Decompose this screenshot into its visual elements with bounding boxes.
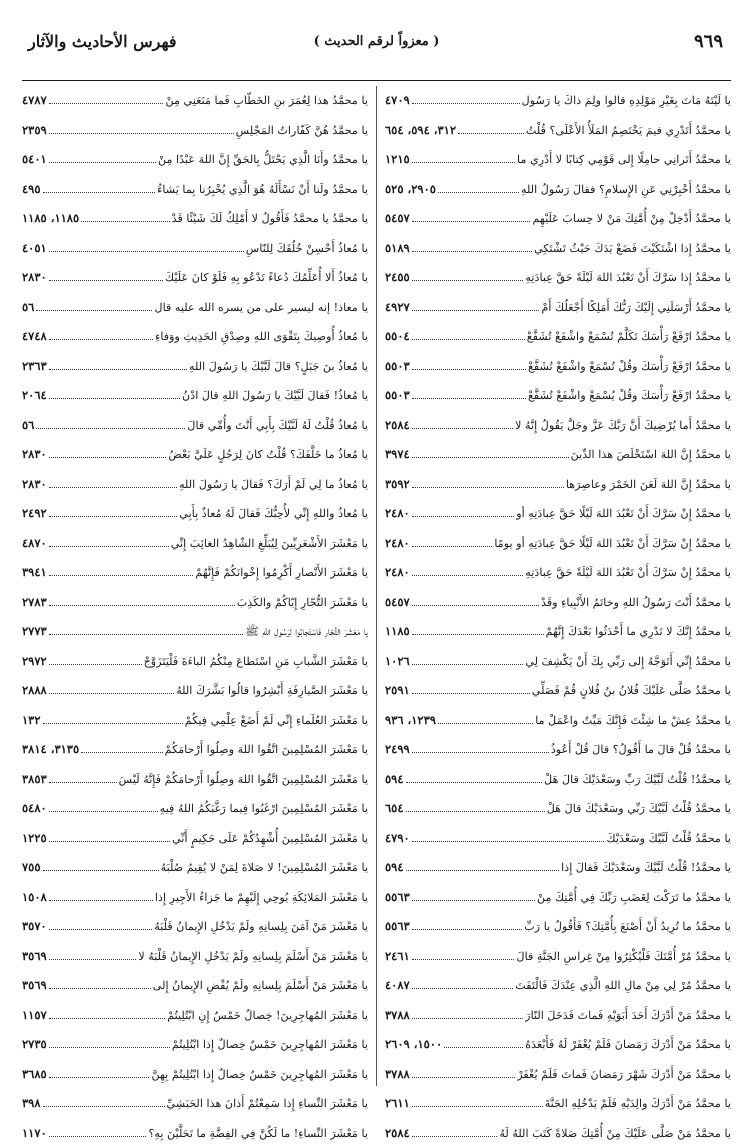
entry-reference: ٢٧٨٣ xyxy=(22,588,47,618)
leader-dots xyxy=(412,605,539,606)
index-entry xyxy=(22,293,368,323)
entry-text: يا محمَّدُ وأَنَا الَّذِي يَحْتَلُّ بِالحَقِّ إِنَّ اللهَ عَبْدًا مِنْ xyxy=(158,145,368,175)
leader-dots xyxy=(412,369,526,370)
entry-reference: ١٥٠٨ xyxy=(22,883,47,913)
entry-text: يا محمَّدُ أَتَدْرِي فيمَ يَخْتَصِمُ المَلَأُ الأَعْلَى؟ قُلْتُ xyxy=(526,116,731,146)
entry-reference: ١١٨٥، ١١٨٥ xyxy=(22,204,79,234)
index-entry xyxy=(22,676,368,706)
page-number: ٩٦٩ xyxy=(694,28,723,56)
index-entry xyxy=(385,322,731,352)
leader-dots xyxy=(406,782,543,783)
entry-text: يا مَعْشَرَ المُسْلِمِينَ أُشْهِدُكُمْ عَلَى حَكِيمٍ أَنِّي xyxy=(172,824,368,854)
leader-dots xyxy=(49,516,178,517)
entry-text: يا مَعْشَرَ المُسْلِمِينَ ارْغَبُوا فِيما رَغَّبَكُمُ اللهُ فِيهِ xyxy=(160,794,368,824)
leader-dots xyxy=(36,428,185,429)
leader-dots xyxy=(49,841,170,842)
index-entry xyxy=(22,175,368,205)
entry-text: يا محمَّدُ ارْفَعْ رَأْسَكَ وقُلْ تُسْمَعْ واشْفَعْ تُشَفَّعْ xyxy=(528,352,731,382)
leader-dots xyxy=(49,251,244,252)
entry-text: يا محمَّدُ ارْفَعْ رَأْسَكَ وقُلْ يُسْمَعْ واشْفَعْ تُشَفَّعْ xyxy=(528,381,731,411)
index-entry xyxy=(385,116,731,146)
index-entry xyxy=(385,676,731,706)
left-column xyxy=(22,86,368,1148)
leader-dots xyxy=(412,310,540,311)
entry-reference: ٢٤٨٠ xyxy=(385,529,410,559)
leader-dots xyxy=(43,870,159,871)
entry-reference: ٢٨٣٠ xyxy=(22,470,47,500)
entry-reference: ٧٥٥ xyxy=(22,853,41,883)
entry-text: يا محمَّدُ مُرْ لِي مِنْ مالِ اللهِ الَّذِي عِنْدَكَ فَالْتَفَتَ xyxy=(515,971,731,1001)
leader-dots xyxy=(412,251,532,252)
index-entry xyxy=(385,735,731,765)
leader-dots xyxy=(49,1136,147,1137)
entry-reference: ٤٧٤٨ xyxy=(22,322,47,352)
leader-dots xyxy=(406,870,560,871)
entry-reference: ٤٧٠٩ xyxy=(385,86,410,116)
index-entry xyxy=(22,411,368,441)
leader-dots xyxy=(49,929,153,930)
entry-reference: ٤٧٩٠ xyxy=(385,824,410,854)
leader-dots xyxy=(444,1047,523,1048)
entry-text: يا محمَّدُ مَنْ أَدْرَكَ رَمَضانَ فَلَمْ يُغْفَرْ لَهُ فَأَبْعَدَهُ xyxy=(525,1030,731,1060)
leader-dots xyxy=(412,1077,516,1078)
entry-text: يا مُعاذُ قُلْتُ لَهُ لَبَّيْكَ بِأَبِي أَنْتَ وأُمِّي قالَ xyxy=(187,411,368,441)
leader-dots xyxy=(412,457,569,458)
leader-dots xyxy=(412,280,524,281)
entry-text: يا مُعاذُ واللهِ إِنِّي لأُحِبُّكَ فَقالَ لَهُ مُعاذٌ بِأَبِي xyxy=(179,499,368,529)
index-entry xyxy=(385,263,731,293)
index-entry xyxy=(385,1060,731,1090)
index-entry xyxy=(385,1030,731,1060)
index-entry xyxy=(22,116,368,146)
entry-reference: ٢٩٠٥، ٥٢٥ xyxy=(385,175,436,205)
entry-text: يا مَعْشَرَ المُهاجِرِينَ خَمْسٌ خِصالٌ إِذا ابْتُلِيتُمْ xyxy=(172,1030,368,1060)
index-entry xyxy=(385,912,731,942)
index-entry xyxy=(22,145,368,175)
entry-reference: ٣٥٦٩ xyxy=(22,942,47,972)
entry-text: يا محمَّدُ ارْفَعْ رَأْسَكَ تَكَلَّمْ تُسْمَعْ واشْفَعْ تُشَفَّعْ xyxy=(527,322,731,352)
entry-text: يا محمَّدُ أَدْخِلْ مِنْ أُمَّتِكَ مَنْ لا حِسابَ عَلَيْهِم xyxy=(532,204,731,234)
entry-reference: ٣٨٥٣ xyxy=(22,765,47,795)
index-entry xyxy=(385,647,731,677)
entry-reference: ٤٩٢٧ xyxy=(385,293,410,323)
leader-dots xyxy=(49,1047,170,1048)
entry-text: يا محمَّدُ إِنِّي أَتَوَجَّهُ إِلى رَبِّي بِكَ أَنْ يَكْشِفَ لِي xyxy=(525,647,731,677)
leader-dots xyxy=(49,988,151,989)
leader-dots xyxy=(412,900,535,901)
entry-text: يا محمَّدُ! قُلْتُ لَبَّيْكَ وسَعْدَيْكَ فَقالَ إِذا xyxy=(561,853,731,883)
entry-text: يا محمَّدُ إِذا سَرَّكَ أَنْ تَعْبُدَ اللهَ لَيْلَةً حَقَّ عِبادَتِهِ xyxy=(525,263,731,293)
entry-text: يا مَعْشَرَ النِّساءِ! ما لَكُنَّ فِي الفِضَّةِ ما تَحَلَّيْنَ بِهِ؟ xyxy=(148,1119,368,1148)
entry-text: يا مَعْشَرَ الأَنْصارِ أَكْرِمُوا إِخْوانَكُمْ فَإِنَّهُمْ xyxy=(195,558,368,588)
entry-text: يا محمَّدُ ما تُرِيدُ أَنْ أَصْنَعَ بِأُمَّتِكَ؟ فَأَقُولُ يا رَبِّ xyxy=(524,912,731,942)
leader-dots xyxy=(49,605,235,606)
leader-dots xyxy=(36,310,152,311)
entry-text: يا محمَّدُ إِنَّ اللهَ اسْتَخْلَصَ هذا الدِّينَ xyxy=(571,440,731,470)
header-rule xyxy=(22,80,731,81)
index-entry xyxy=(22,352,368,382)
entry-reference: ١٠٢٦ xyxy=(385,647,410,677)
leader-dots xyxy=(49,664,142,665)
index-entry xyxy=(385,499,731,529)
entry-reference: ٥٦ xyxy=(22,293,34,323)
entry-reference: ٢٧٧٣ xyxy=(22,617,47,647)
entry-reference: ٢٧٣٥ xyxy=(22,1030,47,1060)
index-entry xyxy=(22,1030,368,1060)
leader-dots xyxy=(412,988,514,989)
leader-dots xyxy=(49,339,153,340)
leader-dots xyxy=(412,693,530,694)
entry-reference: ١٢١٥ xyxy=(385,145,410,175)
entry-reference: ٣٩٧٤ xyxy=(385,440,410,470)
entry-reference: ٣٩٤١ xyxy=(22,558,47,588)
page-header xyxy=(22,28,731,58)
entry-text: يا مَعْشَرَ النِّساءِ إِذا سَمِعْتُمْ أَذانَ هذا الحَبَشِيِّ xyxy=(167,1089,368,1119)
index-entry xyxy=(385,942,731,972)
entry-reference: ٢٩٧٢ xyxy=(22,647,47,677)
index-entry xyxy=(22,706,368,736)
index-entry xyxy=(22,381,368,411)
entry-text: يا محمَّدُ أَخْبِرْنِي عَنِ الإِسلامِ؟ فقالَ رَسُولُ اللهِ xyxy=(521,175,731,205)
leader-dots xyxy=(412,959,515,960)
entry-reference: ٣٩٨ xyxy=(22,1089,41,1119)
entry-reference: ٣٦٨٥ xyxy=(22,1060,47,1090)
entry-reference: ١١٧٠ xyxy=(22,1119,47,1148)
entry-reference: ٢٦١١ xyxy=(385,1089,410,1119)
leader-dots xyxy=(49,103,164,104)
index-entry xyxy=(22,322,368,352)
entry-text: يا محمَّدُ ولَنا أَنْ نَسْأَلَهُ هُوَ الَّذِي يُخْبِرُنا بِما يَشاءُ xyxy=(157,175,368,205)
leader-dots xyxy=(412,1018,523,1019)
entry-text: يا محمَّدُ مَنْ أَدْرَكَ شَهْرَ رَمَضانَ فَماتَ فَلَمْ يُغْفَرْ xyxy=(517,1060,731,1090)
entry-text: يا معاذ! إنه ليسير على من يسره الله عليه قال xyxy=(154,293,368,323)
entry-text: يا مَعْشَرَ العُلَماءِ إِنِّي لَمْ أَضَعْ عِلْمِي فِيكُمْ xyxy=(185,706,368,736)
leader-dots xyxy=(412,103,520,104)
index-entry xyxy=(385,706,731,736)
index-entry xyxy=(385,234,731,264)
index-entry xyxy=(22,617,368,647)
entry-reference: ٣٥٧٠ xyxy=(22,912,47,942)
leader-dots xyxy=(49,162,156,163)
entry-reference: ٢٤٩٢ xyxy=(22,499,47,529)
entry-text: يا مَعْشَرَ المُسْلِمِينَ اتَّقُوا اللهَ وصِلُوا أَرْحامَكُمْ xyxy=(165,735,368,765)
leader-dots xyxy=(49,457,167,458)
index-entry xyxy=(385,175,731,205)
entry-reference: ٢٤٨٠ xyxy=(385,499,410,529)
entry-reference: ١١٥٧ xyxy=(22,1001,47,1031)
leader-dots xyxy=(43,1106,165,1107)
index-entry xyxy=(22,1001,368,1031)
index-entry xyxy=(385,1119,731,1148)
leader-dots xyxy=(412,664,524,665)
index-entry xyxy=(385,853,731,883)
entry-reference: ٤٠٥١ xyxy=(22,234,47,264)
leader-dots xyxy=(49,369,187,370)
index-entry xyxy=(385,1001,731,1031)
entry-text: يا محمَّدُ مَنْ صَلَّى عَلَيْكَ مِنْ أُمَّتِكَ صَلاةً كَتَبَ اللهُ لَهُ xyxy=(499,1119,731,1148)
leader-dots xyxy=(438,723,533,724)
index-entry xyxy=(22,1119,368,1148)
entry-text: يا محمَّدُ أَرْسَلَنِي إِلَيْكَ رَبُّكَ أَمَلِكًا أَجْعَلُكَ أَمْ xyxy=(541,293,731,323)
entry-text: يا محمَّدُ إِنْ سَرَّكَ أَنْ تَعْبُدَ اللهَ لَيْلًا حَقَّ عِبادَتِهِ أو يومًا xyxy=(494,529,731,559)
entry-text: يا محمَّدُ مَنْ أَدْرَكَ أَحَدَ أَبَوَيْهِ فَماتَ فَدَخَلَ النّارَ xyxy=(525,1001,731,1031)
entry-reference: ٣٧٨٨ xyxy=(385,1001,410,1031)
entry-reference: ٥٤٠١ xyxy=(22,145,47,175)
entry-text: يا مَعْشَرَ المُسْلِمِينَ! لا صَلاةَ لِمَنْ لا يُقِيمُ صُلْبَهُ xyxy=(161,853,368,883)
leader-dots xyxy=(412,339,525,340)
entry-text: يا مَعْشَرَ مَنْ آمَنَ بِلِسانِهِ ولَمْ يَدْخُلِ الإِيمانُ قَلْبَهُ xyxy=(154,912,368,942)
leader-dots xyxy=(49,811,158,812)
leader-dots xyxy=(49,487,177,488)
entry-reference: ٥٤٥٧ xyxy=(385,588,410,618)
entry-text: يا محمَّدُ إِذا اشْتَكَيْتَ فَضَعْ يَدَكَ حَيْثُ تَشْتَكِي xyxy=(534,234,731,264)
leader-dots xyxy=(438,192,519,193)
leader-dots xyxy=(412,162,515,163)
leader-dots xyxy=(49,959,137,960)
entry-text: يا مَعْشَرَ مَنْ أَسْلَمَ بِلِسانِهِ ولَمْ يُفْضِ الإِيمانُ إِلى xyxy=(153,971,368,1001)
entry-reference: ٣١٢، ٥٩٤، ٦٥٤ xyxy=(385,116,456,146)
entry-reference: ٥٦ xyxy=(22,411,34,441)
entry-reference: ٦٥٤ xyxy=(385,794,404,824)
entry-reference: ١١٨٥ xyxy=(385,617,410,647)
index-entry xyxy=(385,588,731,618)
entry-text: يا مَعْشَرَ التُّجّارِ فَاسْتَجابُوا لِرَسُولِ اللهِ ﷺ xyxy=(245,617,368,647)
leader-dots xyxy=(412,634,544,635)
leader-dots xyxy=(406,811,545,812)
entry-reference: ٢٥٩١ xyxy=(385,676,410,706)
index-entry xyxy=(22,470,368,500)
header-subtitle: ( معزواً لرقم الحديث ) xyxy=(22,28,731,56)
entry-reference: ٢٣٦٣ xyxy=(22,352,47,382)
entry-text: يا مُعاذُ بنَ جَبَلٍ؟ قالَ لَبَّيْكَ يا رَسُولَ اللهِ xyxy=(189,352,368,382)
entry-text: يا محمَّدُ أَتَرانِي حامِلًا إِلى قَوْمِي كِتابًا لا أَدْرِي ما xyxy=(517,145,731,175)
index-entry xyxy=(22,824,368,854)
entry-text: يا محمَّدُ أَنْتَ رَسُولُ اللهِ وخاتَمُ الأَنْبِياءِ وقَدْ xyxy=(541,588,731,618)
leader-dots xyxy=(412,398,526,399)
entry-reference: ٣٥٩٢ xyxy=(385,470,410,500)
entry-text: يا مُعاذُ ما لِي لَمْ أَرَكَ؟ فَقالَ يا رَسُولَ اللهِ xyxy=(179,470,368,500)
book-title: فهرس الأحاديث والآثار xyxy=(28,28,177,56)
entry-reference: ٥٤٨٠ xyxy=(22,794,47,824)
entry-text: يا محمَّدُ ما تَرَكْتَ لِغَضَبِ رَبِّكَ فِي أُمَّتِكَ مِنْ xyxy=(537,883,731,913)
index-entry xyxy=(385,440,731,470)
entry-text: يا مَعْشَرَ الشَّبابِ مَنِ اسْتَطاعَ مِنْكُمُ الباءَةَ فَلْيَتَزَوَّجْ xyxy=(144,647,368,677)
index-entry xyxy=(22,263,368,293)
entry-reference: ٥٤٥٧ xyxy=(385,204,410,234)
leader-dots xyxy=(43,192,156,193)
index-entry xyxy=(385,824,731,854)
entry-text: يا لَيْتَهُ مَاتَ بِغَيْرِ مَوْلِدِهِ قالوا ولِمَ ذاكَ يا رَسُول xyxy=(522,86,731,116)
entry-text: يا محمَّدُ إِنَّكَ لا تَدْرِي ما أَحْدَثُوا بَعْدَكَ إِنَّهُمْ xyxy=(546,617,731,647)
leader-dots xyxy=(412,1106,543,1107)
index-entry xyxy=(22,942,368,972)
right-column xyxy=(385,86,731,1148)
entry-text: يا مَعْشَرَ الأَشْعَرِيِّينَ لِيُبَلِّغِ الشّاهِدُ الغائِبَ إِنِّي xyxy=(171,529,368,559)
entry-reference: ٤٩٥ xyxy=(22,175,41,205)
index-entry xyxy=(385,617,731,647)
leader-dots xyxy=(49,782,117,783)
entry-text: يا محمَّدُ! قُلْتُ لَبَّيْكَ رَبِّ وسَعْدَيْكَ قالَ هَلْ xyxy=(544,765,731,795)
entry-reference: ٤٠٨٧ xyxy=(385,971,410,1001)
leader-dots xyxy=(49,575,194,576)
entry-reference: ٣٥٦٩ xyxy=(22,971,47,1001)
leader-dots xyxy=(412,516,514,517)
entry-reference: ٢٤٦١ xyxy=(385,942,410,972)
index-entry xyxy=(22,1060,368,1090)
index-entry xyxy=(22,765,368,795)
entry-reference: ٤٨٧٠ xyxy=(22,529,47,559)
leader-dots xyxy=(81,752,162,753)
entry-text: يا محمَّدُ هُنَّ كَفّاراتُ المَجْلِسِ xyxy=(236,116,368,146)
index-entry xyxy=(22,588,368,618)
index-entry xyxy=(22,883,368,913)
leader-dots xyxy=(49,398,180,399)
index-entry xyxy=(22,234,368,264)
entry-reference: ٢٨٨٨ xyxy=(22,676,47,706)
entry-text: يا محمَّدُ إِنْ سَرَّكَ أَنْ تَعْبُدَ اللهَ لَيْلًا حَقَّ عِبادَتِهِ أو xyxy=(516,499,731,529)
leader-dots xyxy=(412,575,524,576)
index-entry xyxy=(385,883,731,913)
leader-dots xyxy=(49,280,163,281)
entry-reference: ٥٥٠٤ xyxy=(385,322,410,352)
entry-reference: ١٣٢ xyxy=(22,706,41,736)
index-entry xyxy=(22,794,368,824)
leader-dots xyxy=(412,752,549,753)
index-entry xyxy=(385,529,731,559)
index-entry xyxy=(385,558,731,588)
index-entry xyxy=(22,440,368,470)
entry-reference: ٢٨٣٠ xyxy=(22,440,47,470)
entry-reference: ٥٥٦٣ xyxy=(385,883,410,913)
entry-text: يا محمَّدُ إِنَّ اللهَ لَعَنَ الخَمْرَ وعاصِرَها xyxy=(566,470,731,500)
leader-dots xyxy=(412,221,531,222)
entry-reference: ٥٥٦٣ xyxy=(385,912,410,942)
entry-text: يا مَعْشَرَ المُهاجِرِينَ! خِصالٌ خَمْسٌ إِنِ ابْتُلِيتُمْ xyxy=(167,1001,368,1031)
index-page xyxy=(22,28,731,1088)
leader-dots xyxy=(412,428,513,429)
entry-text: يا مَعْشَرَ المُهاجِرِينَ خَمْسٌ خِصالٌ إِذا ابْتُلِيتُمْ بِهِنَّ xyxy=(151,1060,368,1090)
entry-reference: ٥٥٠٣ xyxy=(385,352,410,382)
entry-text: يا مُعاذُ أَحْسِنْ خُلُقَكَ لِلنّاسِ xyxy=(246,234,368,264)
entry-reference: ٢٥٨٤ xyxy=(385,411,410,441)
entry-reference: ٢٠٦٤ xyxy=(22,381,47,411)
leader-dots xyxy=(49,133,234,134)
index-entry xyxy=(22,86,368,116)
entry-text: يا محمَّدُ مَنْ أَدْرَكَ والِدَيْهِ فَلَمْ يَدْخُلِهِ الجَنَّةَ xyxy=(545,1089,731,1119)
entry-text: يا مُعاذُ أَلا أُعَلِّمُكَ دُعاءً تَدْعُو بِهِ فَلَوْ كانَ عَلَيْكَ xyxy=(165,263,368,293)
index-entry xyxy=(22,971,368,1001)
entry-text: يا محمَّدُ قُلْتُ لَبَّيْكَ وسَعْدَيْكَ xyxy=(606,824,731,854)
index-entry xyxy=(385,765,731,795)
entry-text: يا محمَّدُ صَلَّى عَلَيْكَ فُلانُ بنُ فُلانٍ قُمْ فَصَلِّي xyxy=(532,676,731,706)
index-entry xyxy=(385,794,731,824)
leader-dots xyxy=(49,546,169,547)
entry-text: يا مَعْشَرَ التُّجّارِ إِيّاكُمْ والكَذِبَ xyxy=(237,588,368,618)
entry-reference: ٥١٨٩ xyxy=(385,234,410,264)
leader-dots xyxy=(412,929,523,930)
leader-dots xyxy=(412,841,605,842)
index-entry xyxy=(385,971,731,1001)
entry-reference: ٣٧٨٨ xyxy=(385,1060,410,1090)
index-entry xyxy=(385,86,731,116)
leader-dots xyxy=(49,634,244,635)
index-entry xyxy=(385,293,731,323)
entry-reference: ٥٩٤ xyxy=(385,765,404,795)
index-entry xyxy=(22,912,368,942)
index-entry xyxy=(22,529,368,559)
entry-text: يا مُعاذُ ما خَلَّفَكَ؟ قُلْتُ كانَ لِرَجُلٍ عَلَيَّ بَعْضُ xyxy=(168,440,368,470)
leader-dots xyxy=(49,900,153,901)
leader-dots xyxy=(49,693,174,694)
leader-dots xyxy=(81,221,169,222)
entry-text: يا محمَّدُ قُلْتُ لَبَّيْكَ رَبِّي وسَعْدَيْكَ قالَ هَلْ xyxy=(547,794,731,824)
index-entry xyxy=(385,145,731,175)
entry-text: يا محمَّدُ قُلْ قالَ ما أَقُولُ؟ قالَ قُلْ أَعُوذُ xyxy=(551,735,731,765)
index-entry xyxy=(385,411,731,441)
index-entry xyxy=(385,352,731,382)
index-entry xyxy=(22,1089,368,1119)
entry-text: يا مَعْشَرَ المُسْلِمِينَ اتَّقُوا اللهَ وصِلُوا أَرْحامَكُمْ فَإِنَّهُ لَيْسَ xyxy=(119,765,368,795)
entry-reference: ٢٥٨٤ xyxy=(385,1119,410,1148)
entry-reference: ٥٥٠٣ xyxy=(385,381,410,411)
index-entry xyxy=(22,853,368,883)
leader-dots xyxy=(49,1018,165,1019)
index-entry xyxy=(385,470,731,500)
entry-reference: ٢٤٨٠ xyxy=(385,558,410,588)
entry-reference: ٣١٣٥، ٣٨١٤ xyxy=(22,735,79,765)
entry-text: يا محمَّدُ أَما يُرْضِيكَ أَنَّ رَبَّكَ عَزَّ وجَلَّ يَقُولُ إِنَّهُ لا xyxy=(515,411,731,441)
entry-reference: ٢٤٩٩ xyxy=(385,735,410,765)
leader-dots xyxy=(458,133,524,134)
index-entry xyxy=(22,558,368,588)
leader-dots xyxy=(49,1077,150,1078)
entry-reference: ١٥٠٠، ٢٦٠٩ xyxy=(385,1030,442,1060)
entry-reference: ٤٧٨٧ xyxy=(22,86,47,116)
entry-reference: ٢٣٥٩ xyxy=(22,116,47,146)
index-entry xyxy=(385,381,731,411)
entry-text: يا محمَّدُ هذا لِعُمَرَ بنِ الخَطّابِ فَما مَنَعَنِي مِنْ xyxy=(165,86,368,116)
entry-text: يا مَعْشَرَ مَنْ أَسْلَمَ بِلِسانِهِ ولَمْ يَدْخُلِ الإِيمانُ قَلْبَهُ لا xyxy=(138,942,368,972)
index-entry xyxy=(22,499,368,529)
entry-reference: ١٢٢٥ xyxy=(22,824,47,854)
index-entry xyxy=(385,1089,731,1119)
leader-dots xyxy=(43,723,183,724)
entry-text: يا مَعْشَرَ الصَّيارِفَةِ أَبْشِرُوا قالُوا بَشَّرَكَ اللهُ xyxy=(176,676,368,706)
leader-dots xyxy=(412,487,564,488)
entry-reference: ١٢٣٩، ٩٣٦ xyxy=(385,706,436,736)
entry-text: يا مُعاذُ! فَقالَ لَبَّيْكَ يا رَسُولَ اللهِ قالَ ادْنُ xyxy=(182,381,368,411)
entry-text: يا مَعْشَرَ المَلائِكَةِ يُوحِي إِلَيْهِمْ ما جَزاءُ الأَجِيرِ إِذا xyxy=(155,883,368,913)
entry-reference: ٢٤٥٥ xyxy=(385,263,410,293)
entry-text: يا محمَّدُ إِنْ سَرَّكَ أَنْ تَعْبُدَ اللهَ لَيْلَةً حَقَّ عِبادَتِهِ xyxy=(525,558,731,588)
entry-text: يا محمَّدُ يا محمَّدُ فَأَقُولُ لا أَمْلِكُ لَكَ شَيْئًا قَدْ xyxy=(172,204,368,234)
entry-reference: ٥٩٤ xyxy=(385,853,404,883)
entry-reference: ٢٨٣٠ xyxy=(22,263,47,293)
entry-text: يا محمَّدُ مُرْ أُمَّتَكَ فَلْيُكْثِرُوا مِنْ غِراسِ الجَنَّةِ قالَ xyxy=(516,942,731,972)
index-entry xyxy=(22,735,368,765)
entry-text: يا محمَّدُ عِشْ ما شِئْتَ فَإِنَّكَ مَيِّتٌ واعْمَلْ ما xyxy=(535,706,731,736)
leader-dots xyxy=(412,546,493,547)
index-entry xyxy=(385,204,731,234)
leader-dots xyxy=(412,1136,498,1137)
entry-text: يا مُعاذُ أُوصِيكَ بِتَقْوَى اللهِ وصِدْقِ الحَدِيثِ ووَفاءِ xyxy=(155,322,368,352)
index-entry xyxy=(22,204,368,234)
index-entry xyxy=(22,647,368,677)
